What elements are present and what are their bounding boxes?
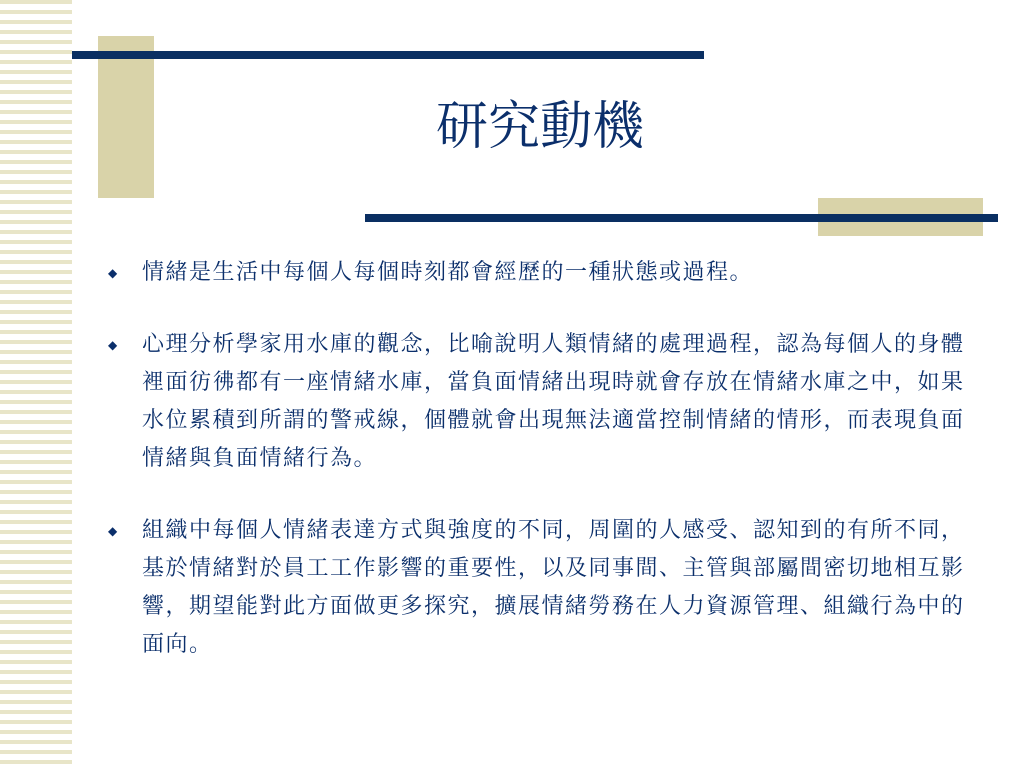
- bullet-text: 情緒是生活中每個人每個時刻都會經歷的一種狀態或過程。: [142, 260, 754, 285]
- diamond-bullet-icon: ◆: [108, 266, 118, 280]
- bullet-text: 組織中每個人情緒表達方式與強度的不同，周圍的人感受、認知到的有所不同，基於情緒對於員工工作影響的重要性，以及同事間、主管與部屬間密切地相互影響，期望能對此方面做更多探究，擴展情緒勞務在人力資源管理、組織行為中的面向。: [142, 518, 965, 657]
- slide-title: 研究動機: [435, 97, 644, 157]
- decorative-stripes: [0, 0, 72, 768]
- title-rule-bottom: [365, 214, 998, 222]
- diamond-bullet-icon: ◆: [108, 338, 118, 352]
- diamond-bullet-icon: ◆: [108, 524, 118, 538]
- list-item: [108, 254, 968, 292]
- list-item: [108, 326, 968, 478]
- decorative-block-top: [98, 36, 154, 198]
- title-rule-top: [72, 51, 704, 59]
- list-item: [108, 512, 968, 664]
- bullet-text: 心理分析學家用水庫的觀念，比喻說明人類情緒的處理過程，認為每個人的身體裡面彷彿都有一座情緒水庫，當負面情緒出現時就會存放在情緒水庫之中，如果水位累積到所謂的警戒線，個體就會出現無法適當控制情緒的情形，而表現負面情緒與負面情緒行為。: [142, 332, 965, 471]
- bullet-list: [108, 254, 968, 698]
